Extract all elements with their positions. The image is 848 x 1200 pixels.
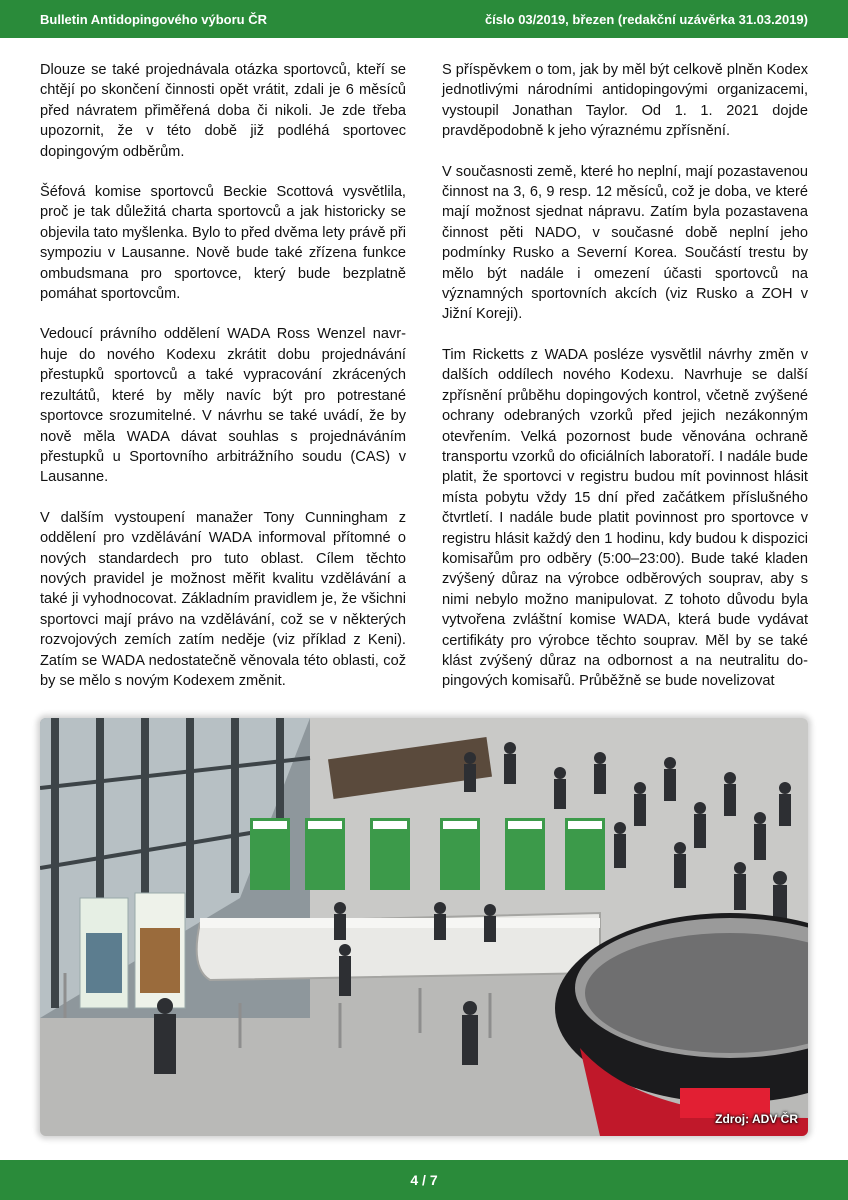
paragraph: Dlouze se také projednávala otázka sportovců, kteří se chtějí po skončení činnosti opět vrátit, zdali je 6 měsíců před návratem přiměřená doba či nikoli. Je zde třeba upozornit, že v této době již podléhá sportovec dopingovým odběrům. bbox=[40, 62, 406, 160]
conference-photo bbox=[40, 718, 808, 1136]
paragraph: V současnosti země, které ho neplní, mají pozastavenou činnost na 3, 6, 9 resp. 12 měsíců, což je doba, ve které mají možnost sjednat nápravu. Zatím byla pozastavena činnost pěti NADO, v současné době neplní jeho podmínky Rusko a Severní Korea. Součástí trestu by mělo být nadále i omezení účasti sportovců na významných sportovních akcích (viz Rusko a ZOH v Jižní Koreji). bbox=[442, 163, 808, 323]
paragraph: Tim Ricketts z WADA posléze vysvětlil návrhy změn v dalších oddílech nového Kodexu. Navrhuje se další zpřísnění průběhu dopingových kontrol, včetně zvýšené ochrany odebraných vzorků před jejich nezákonným otevřením. Velká pozornost bude věnována ochraně transportu vzorků do oficiálních laboratoří. I nadále bude platit, že sportovci v registru budou mít povinnost hlásit místa pobytu vždy 15 dní před začátkem příslušného čtvrtletí. I nadále bude platit povinnost pro sportovce v registru hlásit každý den 1 hodinu, kdy budou k dispozici komisařům pro odběry (5:00–23:00). Bude také kladen zvýšený důraz na výrobce odběrových souprav, aby s nimi nebylo možno manipulovat. Z tohoto důvodu byla vytvořena zvláštní komise WADA, která bude vydávat certifikáty pro výrobce těchto souprav. Měl by se také klást zvýšený důraz na odbornost a na neutralitu dopingových komisařů. Průběžně se bude novelizovat bbox=[442, 346, 808, 690]
issue-info: číslo 03/2019, březen (redakční uzávěrka 31.03.2019) bbox=[484, 11, 808, 27]
header-bar bbox=[0, 0, 848, 38]
paragraph: Šéfová komise sportovců Beckie Scottová vysvětlila, proč je tak důležitá charta sportovců a jak historicky se objevila tato myšlenka. Bylo to před dvěma lety právě při sympoziu v Lausanne. Nově bude také zřízena funkce ombudsmana pro sportovce, který bude bezplatně pomáhat sportovcům. bbox=[40, 184, 406, 303]
page-number: 4 / 7 bbox=[410, 1172, 438, 1188]
right-column bbox=[442, 60, 808, 712]
reception-counter bbox=[197, 913, 600, 980]
photo-illustration bbox=[40, 718, 808, 1136]
paragraph: Vedoucí právního oddělení WADA Ross Wenzel navrhuje do nového Kodexu zkrátit dobu projednávání přestupků sportovců a také vypracování zkrácených rezultátů, které by měly navíc být pro potrestаné sportovce srozumitelné. V návrhu se také uvádí, že by nově měla WADA dávat souhlas s projednáváním přestupků u Sportovního arbitrážního soudu (CAS) v Lausanne. bbox=[40, 326, 406, 486]
bulletin-title: Bulletin Antidopingového výboru ČR bbox=[40, 11, 268, 27]
paragraph: V dalším vystoupení manažer Tony Cunningham z oddělení pro vzdělávání WADA informoval přítomné o nových standardech pro tuto oblast. Cílem těchto nových pravidel je možnost měřit kvalitu vzdělávání a také ji vyhodnocovat. Základním pravidlem je, že všichni sportovci mají právo na vzdělávání, což se v některých rozvojových zemích zatím neděje (viz příklad z Keni). Zatím se WADA nedostatečně věnovala této oblasti, což by se mělo s novým Kodexem změnit. bbox=[40, 509, 406, 689]
left-column bbox=[40, 60, 406, 711]
footer-bar bbox=[0, 1160, 848, 1200]
paragraph: S příspěvkem o tom, jak by měl být celkově plněn Kodex jednotlivými národními antidopingovými organizacemi, vystoupil Jonathan Taylor. Od 1. 1. 2021 dojde pravděpodobně k jeho výraznému zpřísnění. bbox=[442, 62, 808, 140]
photo-credit: Zdroj: ADV ČR bbox=[715, 1112, 798, 1126]
